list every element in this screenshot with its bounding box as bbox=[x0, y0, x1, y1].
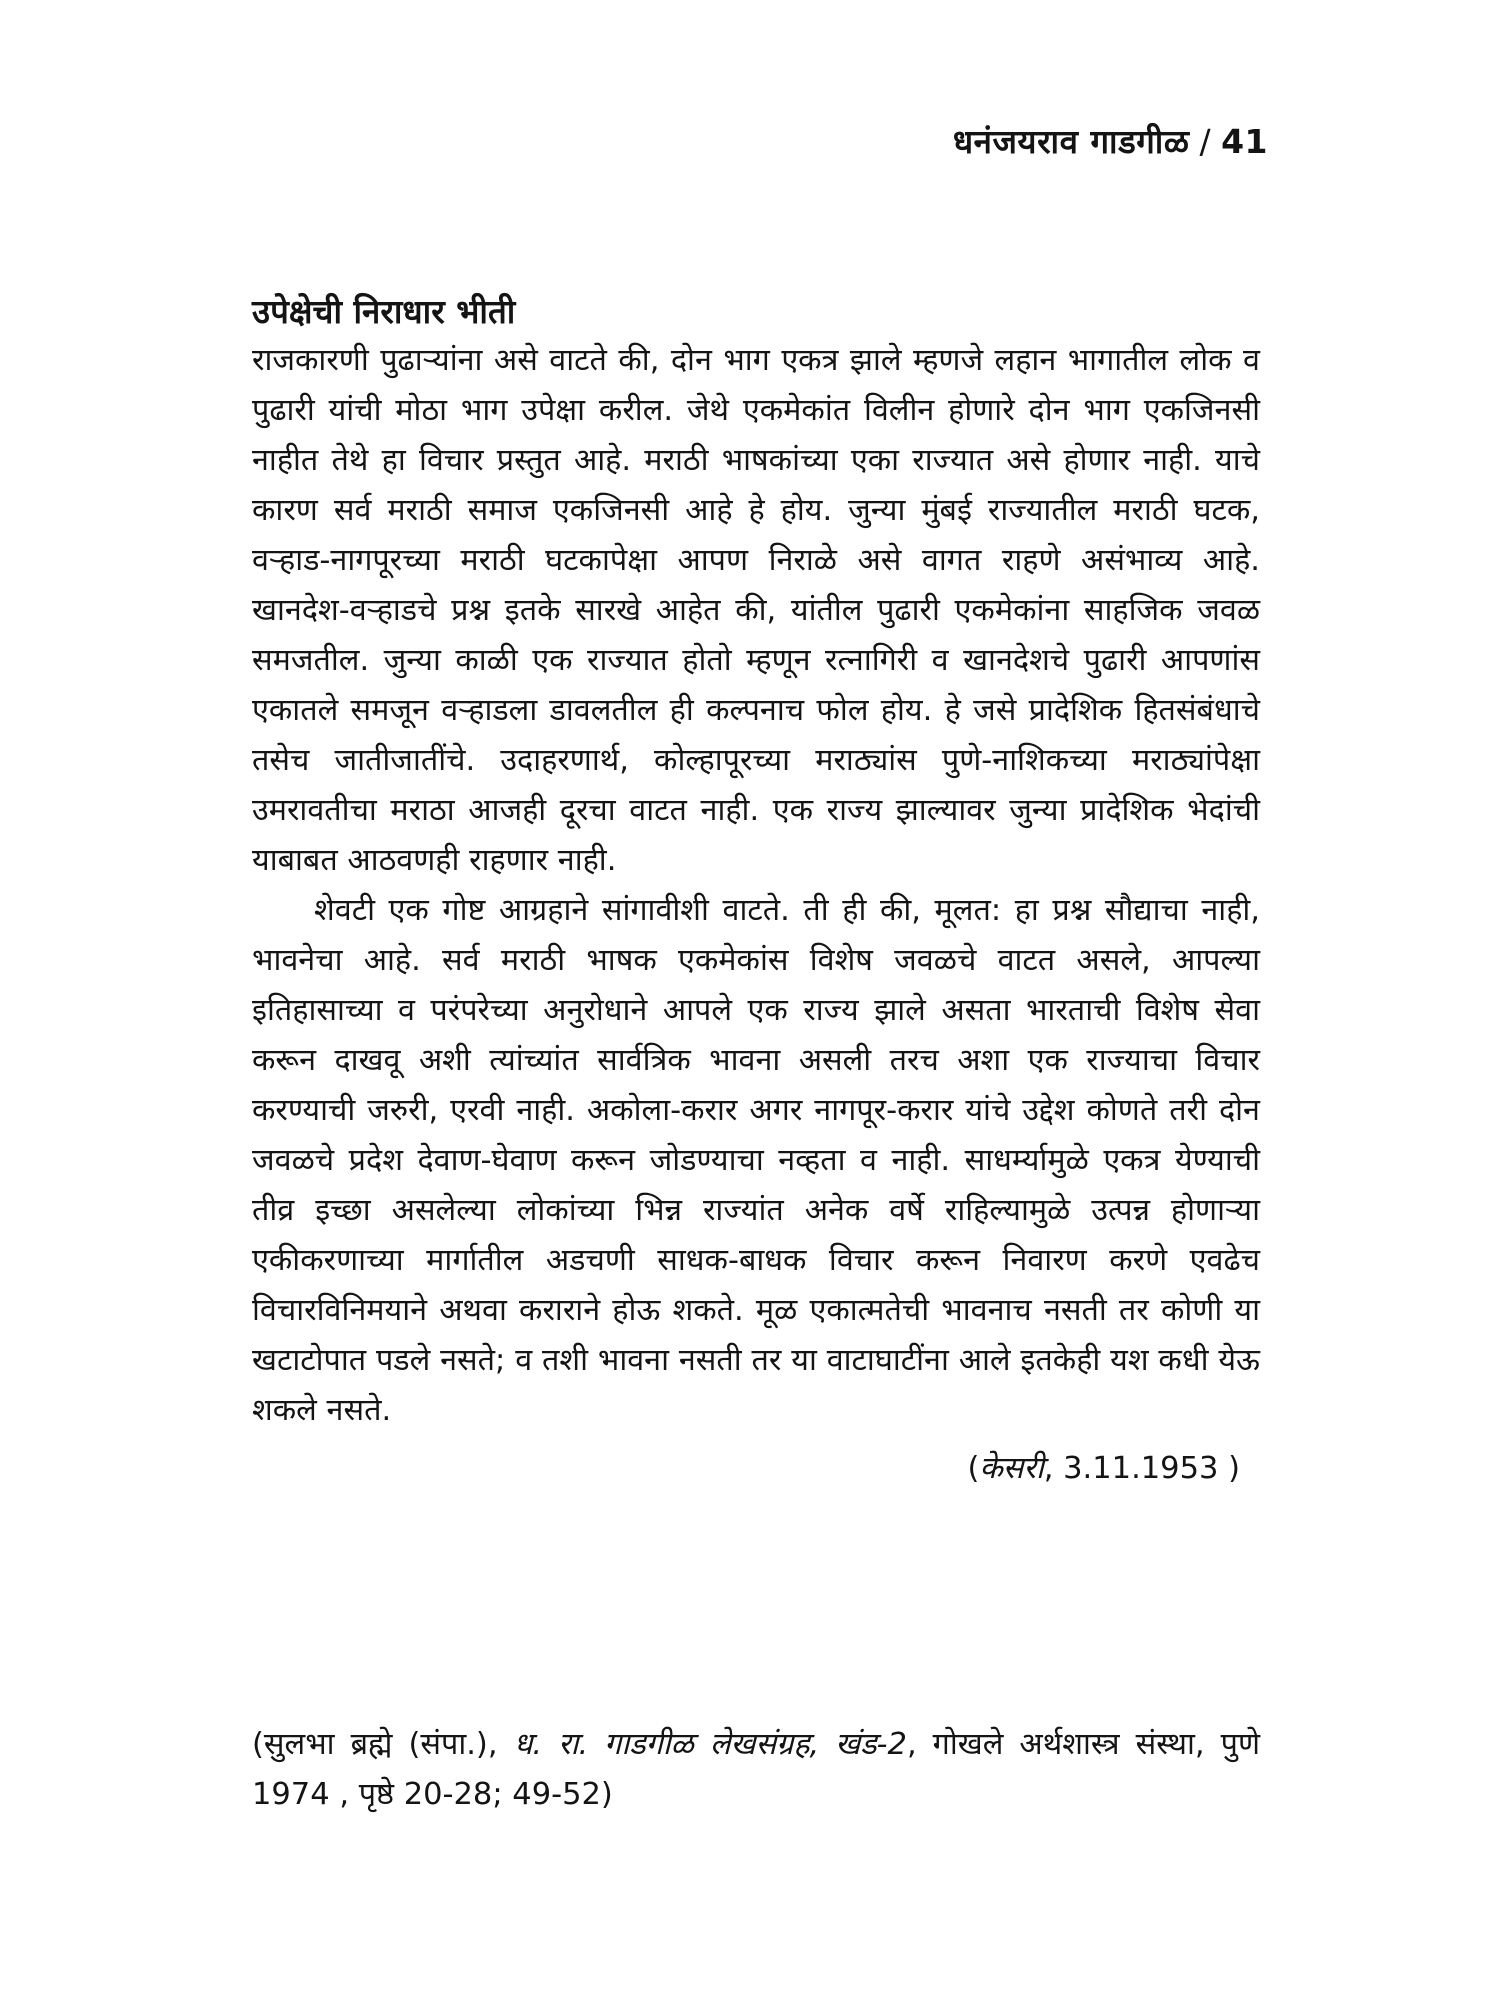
source-date: , 3.11.1953 bbox=[1043, 1451, 1219, 1486]
header-separator: / bbox=[1199, 122, 1212, 161]
running-header bbox=[953, 118, 1268, 163]
citation-editor: (सुलभा ब्रह्मे (संपा.), bbox=[252, 1727, 514, 1762]
running-title: धनंजयराव गाडगीळ bbox=[952, 122, 1190, 161]
source-reference bbox=[252, 1444, 1260, 1494]
source-close-paren: ) bbox=[1218, 1451, 1240, 1486]
page-number: 41 bbox=[1221, 122, 1268, 161]
article-section bbox=[252, 288, 1260, 1494]
citation-book-title: ध. रा. गाडगीळ लेखसंग्रह, खंड-2 bbox=[513, 1727, 907, 1762]
source-name: केसरी bbox=[979, 1451, 1044, 1486]
bibliographic-citation bbox=[252, 1720, 1260, 1820]
citation-publisher: , गोखले अर्थशास्त्र संस्था, पुणे 1974 , पृष्ठे 20-28; 49-52) bbox=[252, 1727, 1260, 1812]
paragraph-2: शेवटी एक गोष्ट आग्रहाने सांगावीशी वाटते. ती ही की, मूलत: हा प्रश्न सौद्याचा नाही, भावनेचा आहे. सर्व मराठी भाषक एकमेकांस विशेष जवळचे वाटत असले, आपल्या इतिहासाच्या व परंपरेच्या अनुरोधाने आपले एक राज्य झाले असता भारताची विशेष सेवा करून दाखवू अशी त्यांच्यांत सार्वत्रिक भावना असली तरच अशा एक राज्याचा विचार करण्याची जरुरी, एरवी नाही. अकोला-करार अगर नागपूर-करार यांचे उद्देश कोणते तरी दोन जवळचे प्रदेश देवाण-घेवाण करून जोडण्याचा नव्हता व नाही. साधर्म्यामुळे एकत्र येण्याची तीव्र इच्छा असलेल्या लोकांच्या भिन्न राज्यांत अनेक वर्षे राहिल्यामुळे उत्पन्न होणाऱ्या एकीकरणाच्या मार्गातील अडचणी साधक-बाधक विचार करून निवारण करणे एवढेच विचारविनिमयाने अथवा कराराने होऊ शकते. मूळ एकात्मतेची भावनाच नसती तर कोणी या खटाटोपात पडले नसते; व तशी भावना नसती तर या वाटाघाटींना आले इतकेही यश कधी येऊ शकले नसते. bbox=[252, 893, 1260, 1428]
paragraph-1: राजकारणी पुढाऱ्यांना असे वाटते की, दोन भाग एकत्र झाले म्हणजे लहान भागातील लोक व पुढारी यांची मोठा भाग उपेक्षा करील. जेथे एकमेकांत विलीन होणारे दोन भाग एकजिनसी नाहीत तेथे हा विचार प्रस्तुत आहे. मराठी भाषकांच्या एका राज्यात असे होणार नाही. याचे कारण सर्व मराठी समाज एकजिनसी आहे हे होय. जुन्या मुंबई राज्यातील मराठी घटक, वऱ्हाड-नागपूरच्या मराठी घटकापेक्षा आपण निराळे असे वागत राहणे असंभाव्य आहे. खानदेश-वऱ्हाडचे प्रश्न इतके सारखे आहेत की, यांतील पुढारी एकमेकांना साहजिक जवळ समजतील. जुन्या काळी एक राज्यात होतो म्हणून रत्नागिरी व खानदेशचे पुढारी आपणांस एकातले समजून वऱ्हाडला डावलतील ही कल्पनाच फोल होय. हे जसे प्रादेशिक हितसंबंधाचे तसेच जातीजातींचे. उदाहरणार्थ, कोल्हापूरच्या मराठ्यांस पुणे-नाशिकच्या मराठ्यांपेक्षा उमरावतीचा मराठा आजही दूरचा वाटत नाही. एक राज्य झाल्यावर जुन्या प्रादेशिक भेदांची याबाबत आठवणही राहणार नाही. bbox=[252, 343, 1260, 878]
section-heading: उपेक्षेची निराधार भीती bbox=[252, 292, 516, 331]
source-open-paren: ( bbox=[967, 1451, 980, 1486]
